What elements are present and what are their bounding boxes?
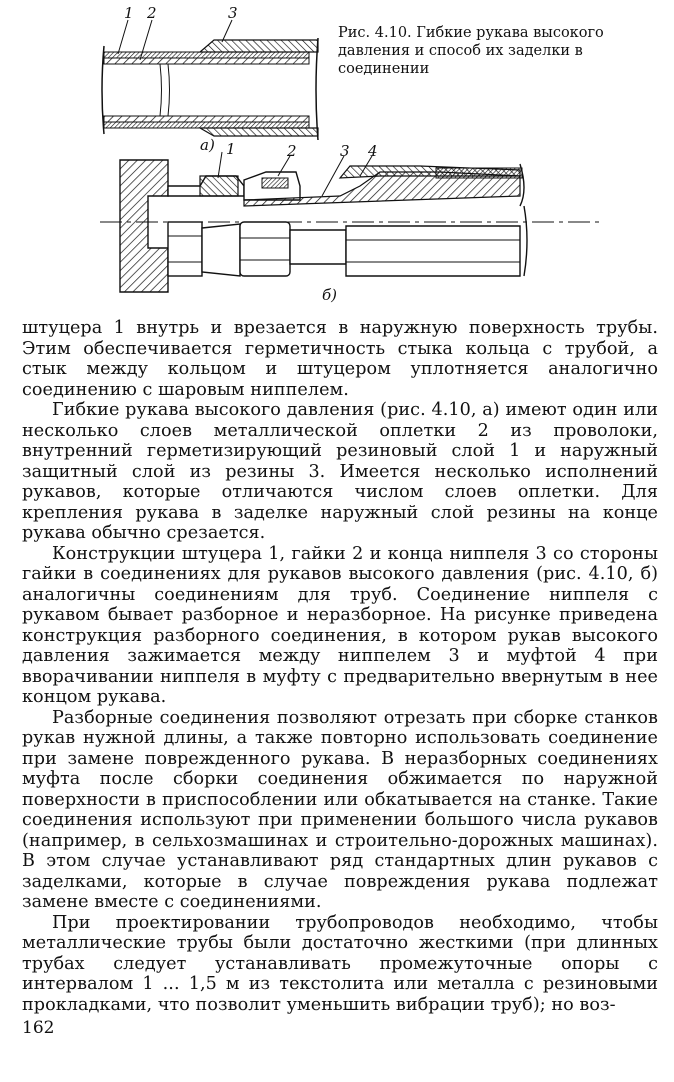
page-number: 162 <box>22 1018 55 1038</box>
callout-b-3: 3 <box>340 142 350 160</box>
body-text <box>22 318 658 1015</box>
callout-a-1: 1 <box>124 4 134 22</box>
callout-b-1: 1 <box>226 140 236 158</box>
paragraph: При проектировании трубопроводов необходимо, чтобы металлические трубы были достаточно жесткими (при длинных трубах следует устанавливать промежуточные опоры с интервалом 1 ... 1,5 м из текстолита или металла с резиновыми прокладками, что позволит уменьшить вибрации труб); но воз- <box>22 912 658 1015</box>
paragraph: Гибкие рукава высокого давления (рис. 4.10, а) имеют один или несколько слоев металлической оплетки 2 из проволоки, внутренний герметизирующий резиновый слой 1 и наружный защитный слой из резины 3. Имеется несколько исполнений рукавов, которые отличаются числом слоев оплетки. Для крепления рукава в заделке наружный слой резины на конце рукава обычно срезается. <box>22 400 658 543</box>
paragraph: штуцера 1 внутрь и врезается в наружную поверхность трубы. Этим обеспечивается герметичность стыка кольца с трубой, а стык между кольцом и штуцером уплотняется аналогично соединению с шаровым ниппелем. <box>22 318 658 400</box>
figure-caption: Рис. 4.10. Гибкие рукава высокого давления и способ их заделки в соединении <box>338 25 604 77</box>
callout-a-3: 3 <box>228 4 238 22</box>
fitting-assembly-drawing <box>100 152 600 292</box>
part-b-label: б) <box>322 286 338 304</box>
callout-b-2: 2 <box>287 142 297 160</box>
callout-a-2: 2 <box>147 4 157 22</box>
paragraph: Конструкции штуцера 1, гайки 2 и конца ниппеля 3 со стороны гайки в соединениях для рукавов высокого давления (рис. 4.10, б) аналогичны соединениям для труб. Соединение ниппеля с рукавом бывает разборное и неразборное. На рисунке приведена конструкция разборного соединения, в котором рукав высокого давления зажимается между ниппелем 3 и муфтой 4 при вворачивании ниппеля в муфту с предварительно ввернутым в нее концом рукава. <box>22 543 658 707</box>
part-a-label: а) <box>200 136 215 154</box>
callout-b-4: 4 <box>368 142 378 160</box>
paragraph: Разборные соединения позволяют отрезать при сборке станков рукав нужной длины, а также повторно использовать соединение при замене поврежденного рукава. В неразборных соединениях муфта после сборки соединения обжимается по наружной поверхности в приспособлении или обкатывается на станке. Такие соединения используют при применении большого числа рукавов (например, в сельхозмашинах и строительно-дорожных машинах). В этом случае устанавливают ряд стандартных длин рукавов с заделками, которые в случае повреждения рукава подлежат замене вместе с соединениями. <box>22 707 658 912</box>
hose-section-drawing <box>102 20 318 140</box>
